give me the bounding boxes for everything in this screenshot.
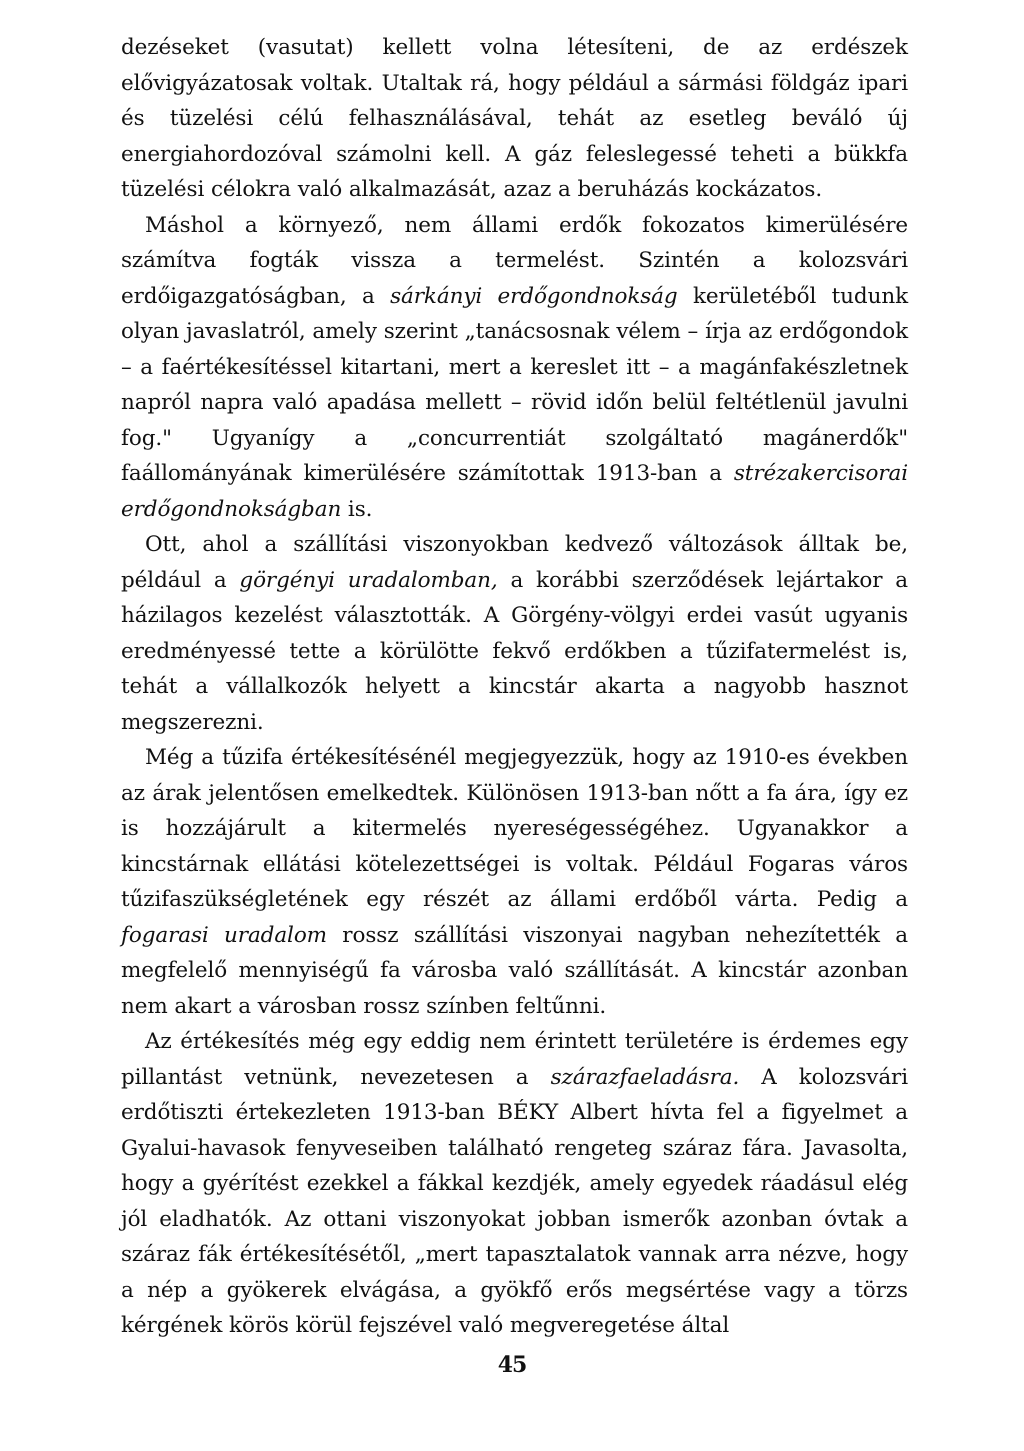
paragraph-1	[121, 30, 908, 208]
text-segment: A kolozsvári erdőtiszti értekezleten 1913-ban BÉKY Albert hívta fel a figyelmet a Gyalui-havasok fenyveseiben található rengeteg száraz fára. Javasolta, hogy a gyérítést ezekkel a fákkal kezdjék, amely egyedek ráadásul elég jól eladhatók. Az ottani viszonyokat jobban ismerők azonban óvtak a száraz fák értékesítésétől, „mert tapasztalatok vannak arra nézve, hogy a nép a gyökerek elvágása, a gyökfő erős megsértése vagy a törzs kérgének körös körül fejszével való megveregetése által	[121, 1064, 908, 1338]
text-segment: Még a tűzifa értékesítésénél megjegyezzük, hogy az 1910-es években az árak jelentősen emelkedtek. Különösen 1913-ban nőtt a fa ára, így ez is hozzájárult a kitermelés nyereségességéhez. Ugyanakkor a kincstárnak ellátási kötelezettségei is voltak. Például Fogaras város tűzifaszükségletének egy részét az állami erdőből várta. Pedig a	[121, 745, 908, 912]
text-segment: is.	[341, 496, 373, 522]
paragraph-2	[121, 208, 908, 528]
italic-text-segment: szárazfaeladásra.	[550, 1064, 740, 1090]
text-segment: Máshol a környező, nem állami erdők fokozatos kimerülésére számítva fogták vissza a termelést. Szintén a kolozsvári erdőigazgatóságban, a	[121, 212, 908, 309]
italic-text-segment: görgényi uradalomban,	[239, 567, 498, 593]
text-segment: dezéseket (vasutat) kellett volna létesíteni, de az erdészek elővigyázatosak voltak. Utaltak rá, hogy például a sármási földgáz ipari és tüzelési célú felhasználásával, tehát az esetleg beváló új energiahordozóval számolni kell. A gáz feleslegessé teheti a bükkfa tüzelési célokra való alkalmazását, azaz a beruházás kockázatos.	[121, 35, 908, 202]
text-segment: Ott, ahol a szállítási viszonyokban kedvező változások álltak be, például a	[121, 532, 908, 593]
text-segment: rossz szállítási viszonyai nagyban nehezítették a megfelelő mennyiségű fa városba való szállítását. A kincstár azonban nem akart a városban rossz színben feltűnni.	[121, 922, 908, 1019]
italic-text-segment: fogarasi uradalom	[121, 922, 327, 948]
text-segment: a korábbi szerződések lejártakor a házilagos kezelést választották. A Görgény-völgyi erdei vasút ugyanis eredményessé tette a körülötte fekvő erdőkben a tűzifatermelést is, tehát a vállalkozók helyett a kincstár akarta a nagyobb hasznot megszerezni.	[121, 567, 908, 735]
paragraph-5	[121, 1024, 908, 1344]
text-segment: Az értékesítés még egy eddig nem érintett területére is érdemes egy pillantást vetnünk, nevezetesen a	[121, 1029, 908, 1090]
page-body-text	[121, 30, 908, 1344]
paragraph-4	[121, 740, 908, 1024]
page-number: 45	[497, 1352, 527, 1378]
italic-text-segment: strézakercisorai erdőgondnokságban	[121, 461, 908, 522]
text-segment: kerületéből tudunk olyan javaslatról, amely szerint „tanácsosnak vélem – írja az erdőgondok – a faértékesítéssel kitartani, mert a kereslet itt – a magánfakészletnek napról napra való apadása mellett – rövid időn belül feltétlenül javulni fog." Ugyanígy a „concurrentiát szolgáltató magánerdők" faállományának kimerülésére számítottak 1913-ban a	[121, 283, 909, 486]
italic-text-segment: sárkányi erdőgondnokság	[390, 283, 678, 309]
paragraph-3	[121, 527, 908, 740]
